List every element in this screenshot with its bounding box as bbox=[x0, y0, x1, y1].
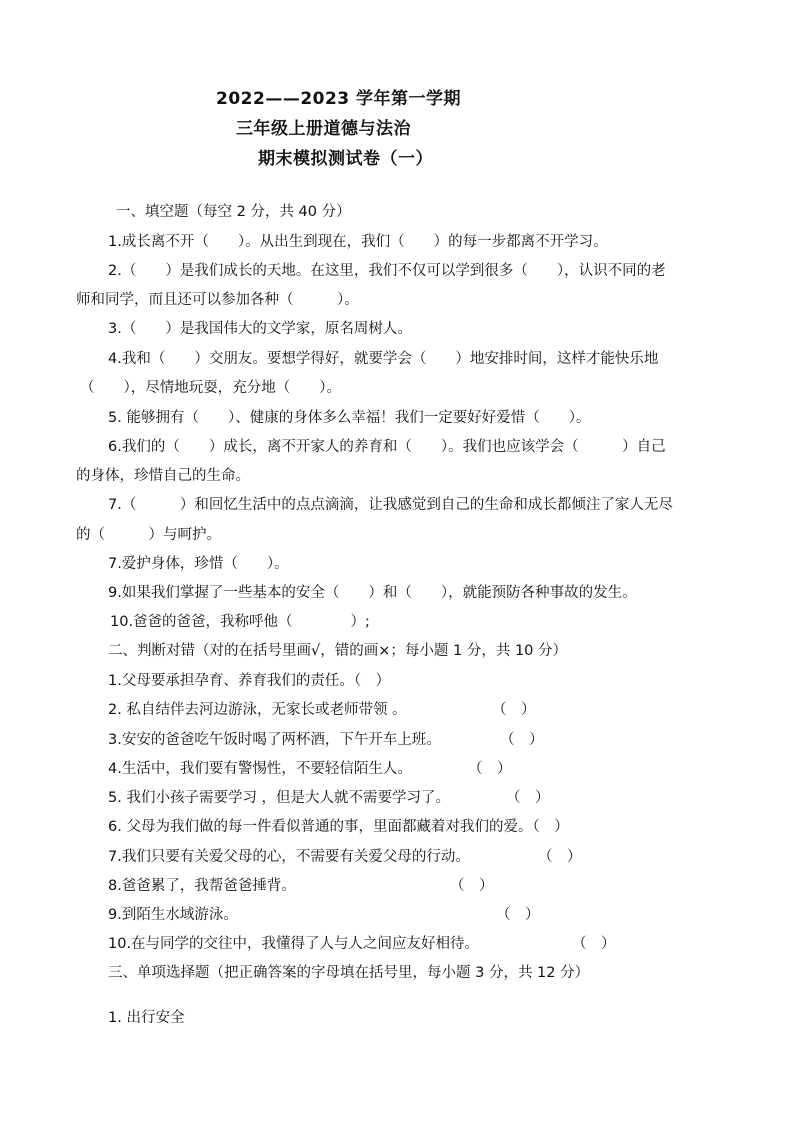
true-false-item bbox=[108, 847, 582, 867]
true-false-text: 1.父母要承担孕育、养育我们的责任。 bbox=[108, 673, 354, 689]
true-false-item bbox=[108, 671, 390, 691]
true-false-text: 10.在与同学的交往中，我懂得了人与人之间应友好相待。 bbox=[108, 936, 480, 952]
true-false-item bbox=[108, 700, 536, 720]
true-false-item bbox=[108, 905, 540, 925]
fill-blank-line: 的（ ）与呵护。 bbox=[76, 527, 221, 543]
answer-bracket: （ ） bbox=[506, 790, 550, 806]
fill-blank-line: 的身体，珍惜自己的生命。 bbox=[76, 468, 250, 484]
fill-blank-line: 2.（ ）是我们成长的天地。在这里，我们不仅可以学到很多（ ），认识不同的老 bbox=[108, 263, 666, 279]
true-false-text: 3.安安的爸爸吃午饭时喝了两杯酒，下午开车上班。 bbox=[108, 732, 441, 748]
single-choice-item: 1. 出行安全 bbox=[108, 1010, 185, 1026]
true-false-text: 2. 私自结伴去河边游泳，无家长或老师带领 。 bbox=[108, 702, 407, 718]
fill-blank-line: 7.爱护身体，珍惜（ ）。 bbox=[108, 556, 289, 572]
exam-subject-title: 三年级上册道德与法治 bbox=[236, 119, 411, 139]
answer-bracket: （ ） bbox=[450, 878, 494, 894]
true-false-text: 4.生活中，我们要有警惕性，不要轻信陌生人。 bbox=[108, 761, 412, 777]
section-single-choice-title: 三、单项选择题（把正确答案的字母填在括号里，每小题 3 分，共 12 分） bbox=[108, 965, 590, 981]
fill-blank-line: 10.爸爸的爸爸，我称呼他（ ）; bbox=[110, 614, 370, 630]
fill-blank-line: 6.我们的（ ）成长，离不开家人的养育和（ ）。我们也应该学会（ ）自己 bbox=[108, 439, 666, 455]
true-false-item bbox=[108, 730, 544, 750]
answer-bracket: （ ） bbox=[468, 761, 512, 777]
section-true-false-title: 二、判断对错（对的在括号里画√，错的画×；每小题 1 分，共 10 分） bbox=[108, 643, 567, 659]
fill-blank-line: 7.（ ）和回忆生活中的点点滴滴，让我感觉到自己的生命和成长都倾注了家人无尽 bbox=[108, 497, 673, 513]
answer-bracket: （ ） bbox=[572, 936, 616, 952]
true-false-item bbox=[108, 934, 616, 954]
exam-name-title: 期末模拟测试卷（一） bbox=[258, 149, 433, 169]
true-false-text: 8.爸爸累了，我帮爸爸捶背。 bbox=[108, 878, 296, 894]
true-false-text: 5. 我们小孩子需要学习 ，但是大人就不需要学习了。 bbox=[108, 790, 451, 806]
fill-blank-line: 9.如果我们掌握了一些基本的安全（ ）和（ ），就能预防各种事故的发生。 bbox=[108, 585, 637, 601]
answer-bracket: （ ） bbox=[532, 819, 569, 835]
true-false-item bbox=[108, 759, 512, 779]
true-false-item bbox=[108, 788, 550, 808]
fill-blank-line: 师和同学，而且还可以参加各种（ ）。 bbox=[76, 292, 359, 308]
true-false-item bbox=[108, 876, 494, 896]
answer-bracket: （ ） bbox=[500, 732, 544, 748]
true-false-text: 9.到陌生水域游泳。 bbox=[108, 907, 238, 923]
true-false-text: 7.我们只要有关爱父母的心，不需要有关爱父母的行动。 bbox=[108, 849, 470, 865]
answer-bracket: （ ） bbox=[492, 702, 536, 718]
answer-bracket: （ ） bbox=[496, 907, 540, 923]
fill-blank-line: 1.成长离不开（ ）。从出生到现在，我们（ ）的每一步都离不开学习。 bbox=[108, 234, 608, 250]
exam-year-title: 2022——2023 学年第一学期 bbox=[216, 89, 462, 109]
fill-blank-line: （ ），尽情地玩耍，充分地（ ）。 bbox=[80, 380, 341, 396]
true-false-text: 6. 父母为我们做的每一件看似普通的事，里面都藏着对我们的爱。 bbox=[108, 819, 533, 835]
fill-blank-line: 3.（ ）是我国伟大的文学家，原名周树人。 bbox=[108, 321, 412, 337]
true-false-item bbox=[108, 817, 569, 837]
fill-blank-line: 5. 能够拥有（ ）、健康的身体多么幸福！我们一定要好好爱惜（ ）。 bbox=[108, 410, 591, 426]
answer-bracket: （ ） bbox=[538, 849, 582, 865]
answer-bracket: （ ） bbox=[353, 673, 391, 689]
fill-blank-line: 4.我和（ ）交朋友。要想学得好，就要学会（ ）地安排时间，这样才能快乐地 bbox=[108, 351, 659, 367]
section-fill-blank-title: 一、填空题（每空 2 分，共 40 分） bbox=[116, 204, 351, 220]
